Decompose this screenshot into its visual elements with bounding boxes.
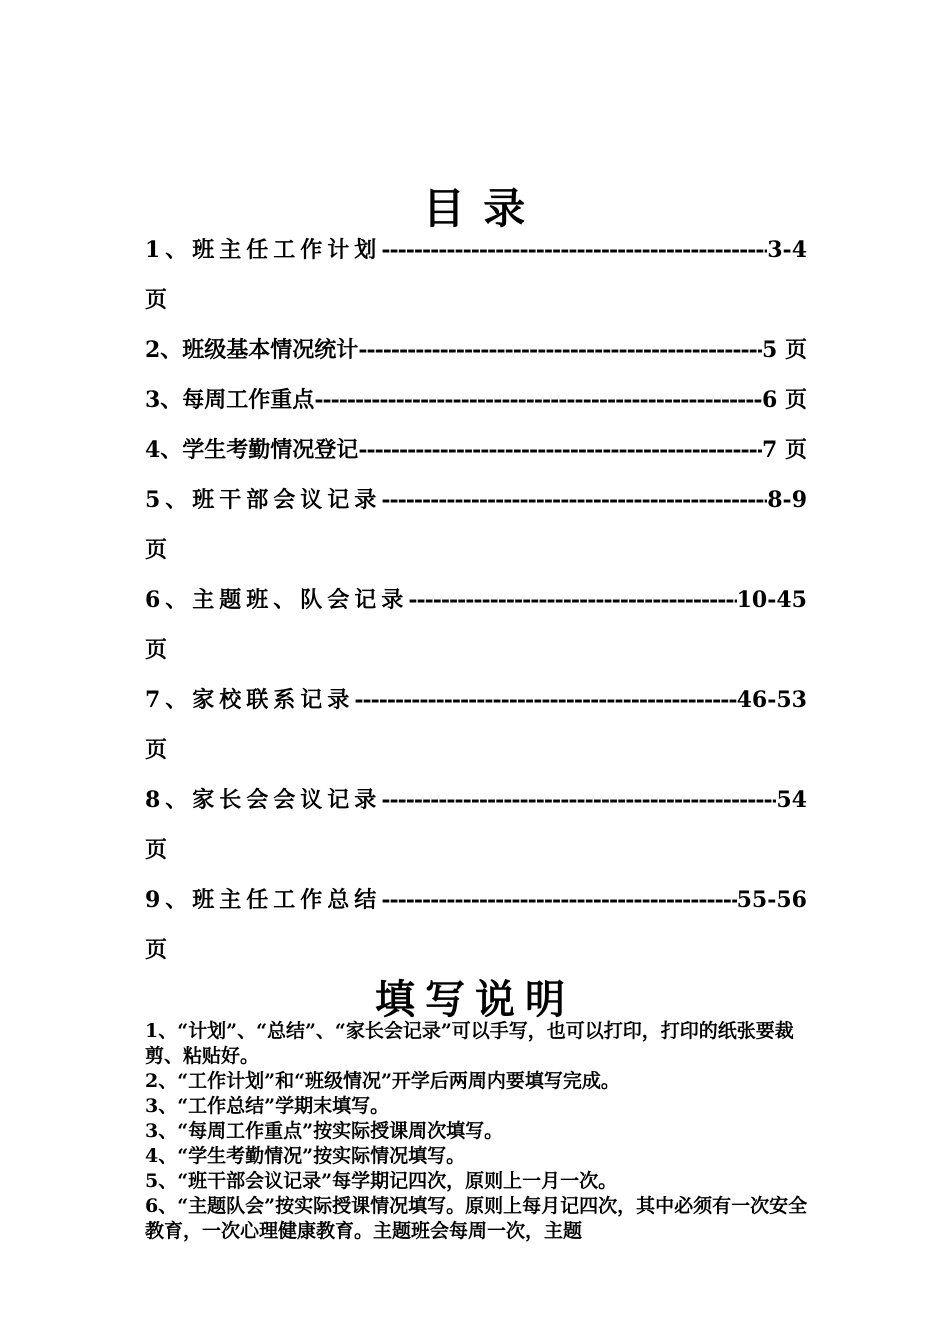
toc-entry[interactable] — [145, 582, 807, 632]
toc-entry[interactable] — [145, 682, 807, 732]
toc-entry-label: 8、家长会会议记录 — [145, 787, 382, 813]
toc-leader — [381, 882, 736, 932]
toc-entry-label: 4、学生考勤情况登记 — [145, 437, 359, 463]
toc-entry-page: 7 页 — [762, 437, 807, 463]
toc-entry-page: 8-9 — [767, 487, 807, 513]
toc-entry-page-suffix: 页 — [145, 287, 168, 313]
instruction-item: 6、“主题队会”按实际授课情况填写。原则上每月记四次，其中必须有一次安全教育，一次心理健康教育。主题班会每周一次，主题 — [145, 1195, 808, 1242]
toc-entry-label: 2、班级基本情况统计 — [145, 337, 359, 363]
instruction-item: 1、“计划”、“总结”、“家长会记录”可以手写，也可以打印，打印的纸张要裁剪、粘贴好。 — [145, 1020, 794, 1067]
toc-entry[interactable] — [145, 332, 807, 382]
toc-entry[interactable] — [145, 432, 807, 482]
toc-leader — [314, 382, 762, 432]
table-of-contents — [145, 232, 807, 982]
instruction-item: 4、“学生考勤情况”按实际情况填写。 — [145, 1145, 466, 1167]
toc-entry-label: 5、班干部会议记录 — [145, 487, 382, 513]
toc-leader — [358, 432, 762, 482]
toc-entry[interactable] — [145, 482, 807, 532]
toc-leader — [381, 782, 776, 832]
toc-entry-label: 1、班主任工作计划 — [145, 237, 382, 263]
toc-entry-page: 55-56 — [736, 887, 807, 913]
toc-entry-page: 6 页 — [762, 387, 807, 413]
toc-leader — [358, 332, 762, 382]
toc-leader — [381, 482, 767, 532]
instruction-item: 3、“工作总结”学期末填写。 — [145, 1095, 390, 1117]
toc-entry-label: 7、家校联系记录 — [145, 687, 355, 713]
instruction-item: 2、“工作计划”和“班级情况”开学后两周内要填写完成。 — [145, 1070, 620, 1092]
instructions-list — [145, 1019, 810, 1244]
toc-entry-page-suffix: 页 — [145, 737, 168, 763]
toc-entry[interactable] — [145, 782, 807, 832]
instructions-title: 填写说明 — [375, 976, 575, 1023]
toc-entry-page-suffix: 页 — [145, 637, 168, 663]
toc-entry[interactable] — [145, 882, 807, 932]
toc-entry-page-suffix: 页 — [145, 537, 168, 563]
toc-title: 目 录 — [422, 184, 528, 233]
toc-leader — [354, 682, 736, 732]
toc-entry[interactable] — [145, 232, 807, 282]
toc-entry-page: 10-45 — [736, 587, 807, 613]
instruction-item: 3、“每周工作重点”按实际授课周次填写。 — [145, 1120, 504, 1142]
toc-entry-page: 5 页 — [762, 337, 807, 363]
toc-entry-label: 6、主题班、队会记录 — [145, 587, 409, 613]
toc-leader — [408, 582, 736, 632]
toc-entry-page: 46-53 — [736, 687, 807, 713]
toc-entry-page-suffix: 页 — [145, 837, 168, 863]
toc-entry[interactable] — [145, 382, 807, 432]
toc-entry-label: 9、班主任工作总结 — [145, 887, 382, 913]
instruction-item: 5、“班干部会议记录”每学期记四次，原则上一月一次。 — [145, 1170, 618, 1192]
toc-leader — [381, 232, 767, 282]
toc-entry-label: 3、每周工作重点 — [145, 387, 315, 413]
toc-entry-page-suffix: 页 — [145, 937, 168, 963]
toc-entry-page: 54 — [776, 787, 807, 813]
toc-entry-page: 3-4 — [767, 237, 807, 263]
